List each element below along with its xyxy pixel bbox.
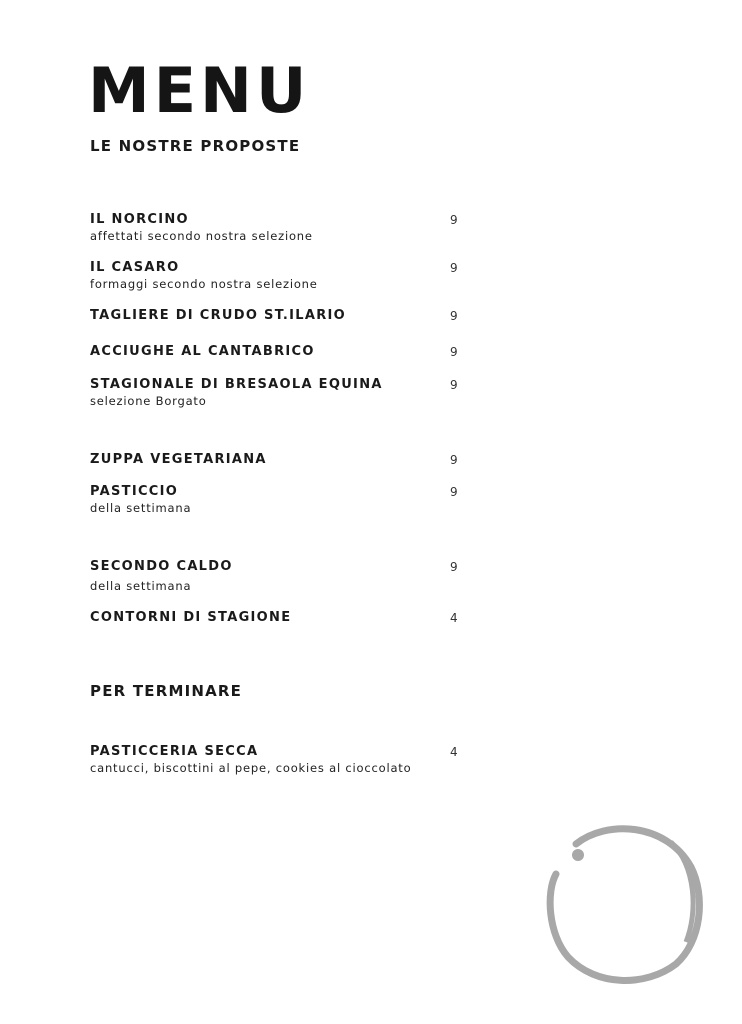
menu-item — [90, 212, 460, 244]
menu-item — [90, 260, 460, 292]
item-price: 9 — [450, 378, 458, 392]
item-price: 9 — [450, 261, 458, 275]
item-description: formaggi secondo nostra selezione — [90, 277, 318, 291]
menu-item — [90, 559, 460, 594]
item-name: PASTICCIO — [90, 484, 179, 499]
menu-item — [90, 484, 460, 516]
item-description: della settimana — [90, 501, 192, 515]
item-name: STAGIONALE DI BRESAOLA EQUINA — [90, 377, 383, 392]
item-price: 9 — [450, 560, 458, 574]
menu-item — [90, 744, 460, 776]
menu-item — [90, 308, 460, 324]
page-title: MENU — [88, 54, 311, 127]
item-name: CONTORNI DI STAGIONE — [90, 610, 292, 625]
item-price: 4 — [450, 745, 458, 759]
menu-item — [90, 344, 460, 360]
item-price: 9 — [450, 309, 458, 323]
item-price: 9 — [450, 345, 458, 359]
item-price: 9 — [450, 485, 458, 499]
item-name: ACCIUGHE AL CANTABRICO — [90, 344, 315, 359]
item-description: affettati secondo nostra selezione — [90, 229, 313, 243]
item-description: cantucci, biscottini al pepe, cookies al cioccolato — [90, 761, 412, 775]
page-subtitle: LE NOSTRE PROPOSTE — [90, 137, 301, 155]
menu-item — [90, 452, 460, 468]
item-name: IL CASARO — [90, 260, 180, 275]
coffee-stain-decoration — [546, 822, 706, 987]
menu-item — [90, 610, 460, 626]
item-price: 4 — [450, 611, 458, 625]
menu-item — [90, 377, 460, 409]
item-description: della settimana — [90, 579, 192, 593]
item-price: 9 — [450, 213, 458, 227]
section-heading: PER TERMINARE — [90, 682, 243, 700]
item-name: PASTICCERIA SECCA — [90, 744, 259, 759]
item-name: IL NORCINO — [90, 212, 189, 227]
item-description: selezione Borgato — [90, 394, 207, 408]
item-price: 9 — [450, 453, 458, 467]
item-name: TAGLIERE DI CRUDO ST.ILARIO — [90, 308, 347, 323]
item-name: ZUPPA VEGETARIANA — [90, 452, 267, 467]
item-name: SECONDO CALDO — [90, 559, 233, 574]
